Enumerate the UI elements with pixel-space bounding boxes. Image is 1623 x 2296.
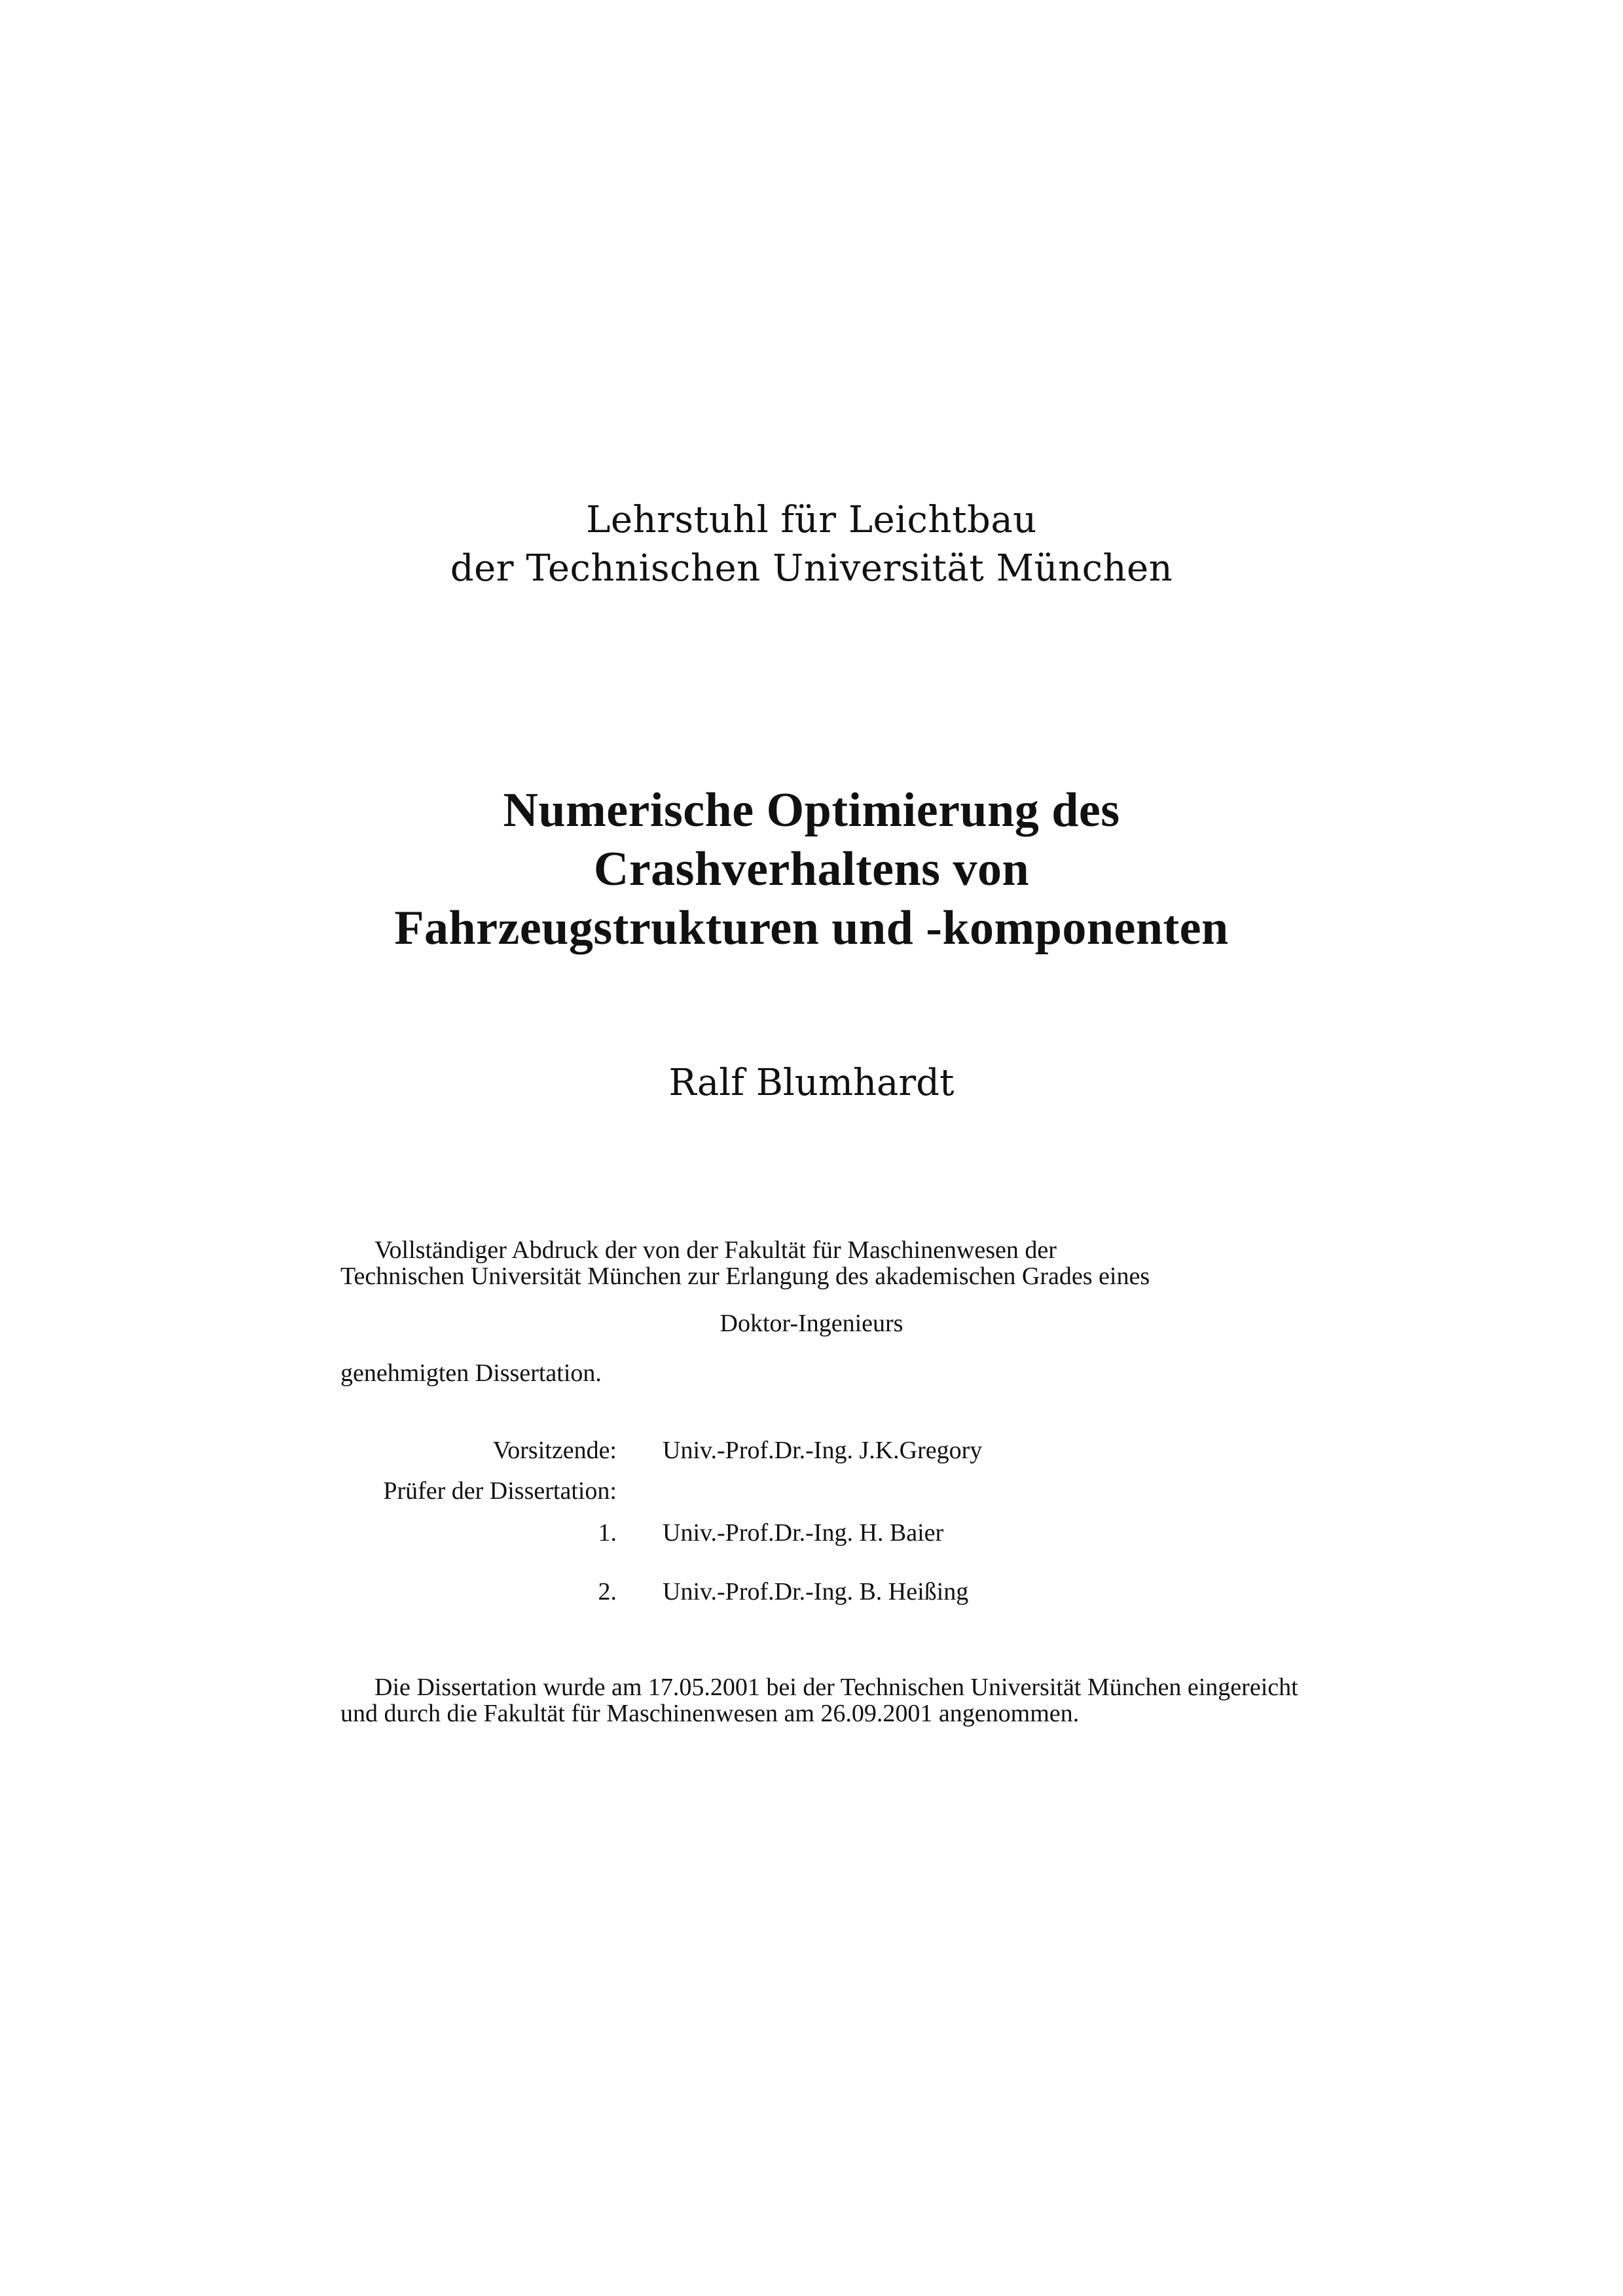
institution-line-2: der Technischen Universität München xyxy=(450,547,1173,590)
title-line-1: Numerische Optimierung des xyxy=(503,783,1120,837)
author-name: Ralf Blumhardt xyxy=(668,1062,955,1104)
chair-label: Vorsitzende: xyxy=(492,1437,617,1464)
submission-line-1: Die Dissertation wurde am 17.05.2001 bei der Technischen Universität München eingereicht xyxy=(374,1674,1298,1701)
abstract-line-1: Vollständiger Abdruck der von der Fakultät für Maschinenwesen der xyxy=(374,1236,1057,1264)
examiner-name: Univ.-Prof.Dr.-Ing. B. Heißing xyxy=(663,1578,969,1605)
submission-line-2: und durch die Fakultät für Maschinenwesen am 26.09.2001 angenommen. xyxy=(340,1700,1080,1727)
examiner-name: Univ.-Prof.Dr.-Ing. H. Baier xyxy=(663,1519,944,1547)
examiner-number: 1. xyxy=(598,1519,617,1547)
title-line-2: Crashverhaltens von xyxy=(593,842,1030,896)
abstract-line-2: Technischen Universität München zur Erlangung des akademischen Grades eines xyxy=(340,1263,1150,1290)
institution-line-1: Lehrstuhl für Leichtbau xyxy=(586,499,1037,541)
degree: Doktor-Ingenieurs xyxy=(720,1310,903,1337)
examiner-number: 2. xyxy=(598,1578,617,1605)
title-line-3: Fahrzeugstrukturen und -komponenten xyxy=(394,901,1229,955)
abstract-line-3: genehmigten Dissertation. xyxy=(340,1359,602,1387)
examiners-label: Prüfer der Dissertation: xyxy=(383,1477,617,1505)
chair-name: Univ.-Prof.Dr.-Ing. J.K.Gregory xyxy=(663,1437,983,1464)
